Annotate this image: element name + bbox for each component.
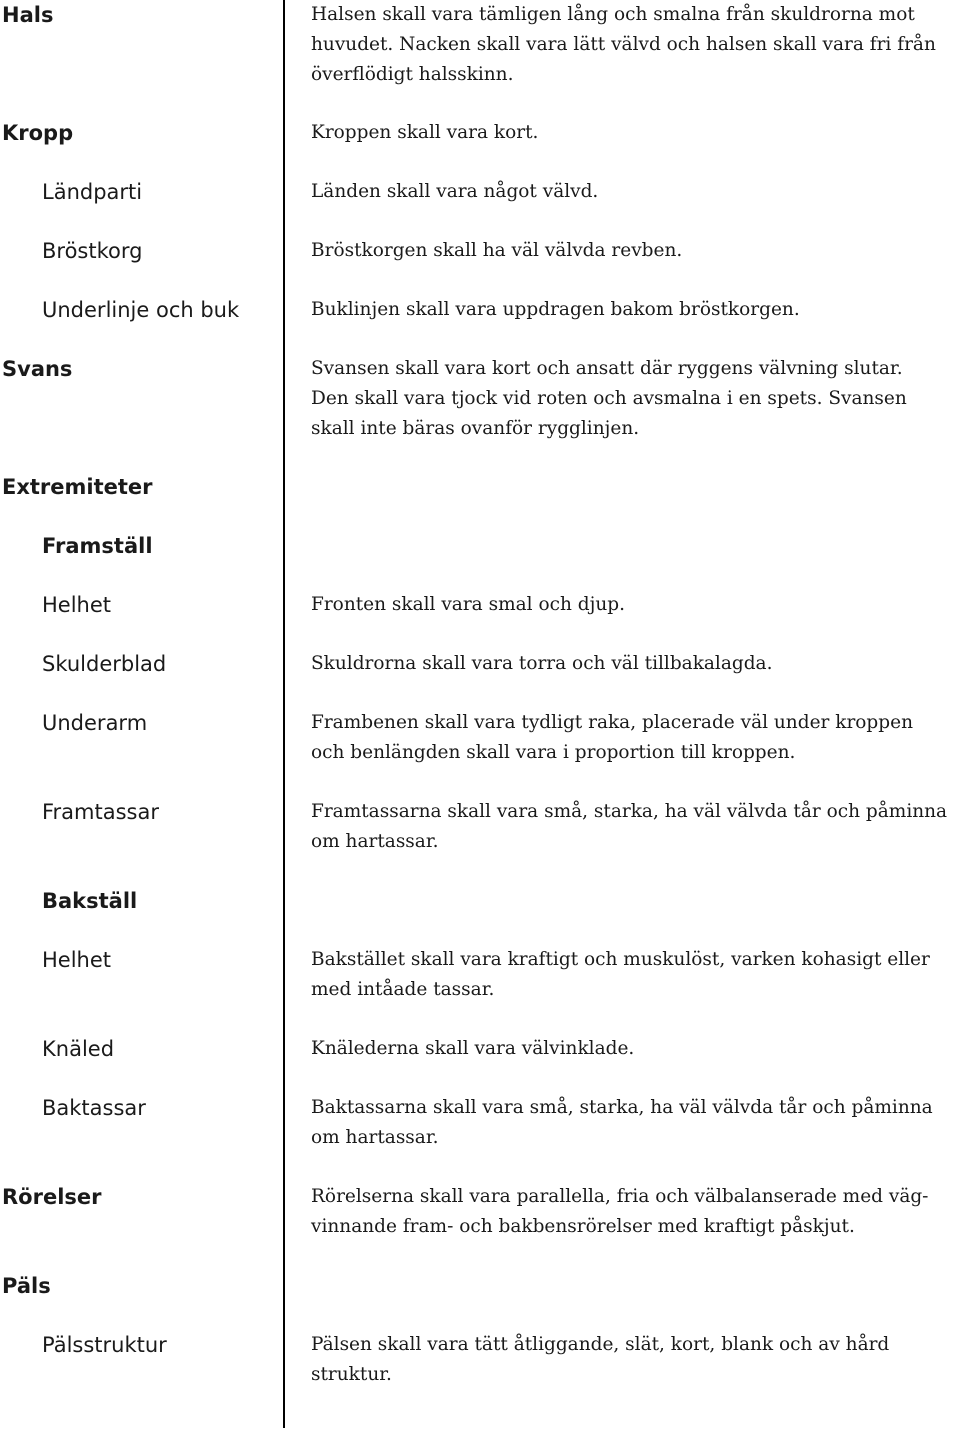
- label-skulderblad: Skulderblad: [42, 652, 167, 676]
- heading-hals: Hals: [2, 3, 54, 27]
- text-line: skall inte bäras ovanför rygglinjen.: [311, 418, 640, 439]
- text-framstall-helhet: Fronten skall vara smal och djup.: [311, 594, 625, 615]
- text-bakstall-helhet: [311, 945, 957, 1005]
- text-line: Rörelserna skall vara parallella, fria och välbalanserade med väg-: [311, 1186, 929, 1207]
- label-baktassar: Baktassar: [42, 1096, 146, 1120]
- label-framstall-helhet: Helhet: [42, 593, 112, 617]
- heading-svans: Svans: [2, 357, 73, 381]
- text-line: huvudet. Nacken skall vara lätt välvd och halsen skall vara fri från: [311, 34, 936, 55]
- text-brostkorg: Bröstkorgen skall ha väl välvda revben.: [311, 240, 683, 261]
- label-brostkorg: Bröstkorg: [42, 239, 143, 263]
- heading-bakstall: Bakställ: [42, 889, 138, 913]
- text-palsstruktur: [311, 1330, 957, 1390]
- label-bakstall-helhet: Helhet: [42, 948, 112, 972]
- text-line: Den skall vara tjock vid roten och avsmalna i en spets. Svansen: [311, 388, 907, 409]
- text-underarm: [311, 708, 957, 768]
- text-line: Halsen skall vara tämligen lång och smalna från skuldrorna mot: [311, 4, 915, 25]
- text-landparti: Länden skall vara något välvd.: [311, 181, 599, 202]
- text-line: Frambenen skall vara tydligt raka, placerade väl under kroppen: [311, 712, 913, 733]
- text-skulderblad: Skuldrorna skall vara torra och väl tillbakalagda.: [311, 653, 773, 674]
- text-line: vinnande fram- och bakbensrörelser med kraftigt påskjut.: [311, 1216, 855, 1237]
- text-svans: [311, 354, 957, 444]
- text-line: om hartassar.: [311, 831, 439, 852]
- text-kropp: Kroppen skall vara kort.: [311, 122, 539, 143]
- text-line: om hartassar.: [311, 1127, 439, 1148]
- text-line: med intåade tassar.: [311, 979, 495, 1000]
- text-line: och benlängden skall vara i proportion till kroppen.: [311, 742, 796, 763]
- heading-rorelser: Rörelser: [2, 1185, 102, 1209]
- label-landparti: Ländparti: [42, 180, 143, 204]
- text-framtassar: [311, 797, 957, 857]
- label-knaled: Knäled: [42, 1037, 115, 1061]
- label-framtassar: Framtassar: [42, 800, 159, 824]
- text-line: Baktassarna skall vara små, starka, ha väl välvda tår och påminna: [311, 1097, 933, 1118]
- heading-kropp: Kropp: [2, 121, 74, 145]
- text-knaled: Knälederna skall vara välvinklade.: [311, 1038, 635, 1059]
- text-line: Framtassarna skall vara små, starka, ha väl välvda tår och påminna: [311, 801, 948, 822]
- heading-pals: Päls: [2, 1274, 51, 1298]
- text-line: Bakstället skall vara kraftigt och muskulöst, varken kohasigt eller: [311, 949, 930, 970]
- text-baktassar: [311, 1093, 957, 1153]
- text-hals: [311, 0, 957, 90]
- label-palsstruktur: Pälsstruktur: [42, 1333, 167, 1357]
- text-line: Pälsen skall vara tätt åtliggande, slät, kort, blank och av hård: [311, 1334, 890, 1355]
- text-line: Svansen skall vara kort och ansatt där ryggens välvning slutar.: [311, 358, 903, 379]
- text-line: struktur.: [311, 1364, 392, 1385]
- text-line: överflödigt halsskinn.: [311, 64, 514, 85]
- label-underlinje: Underlinje och buk: [42, 298, 240, 322]
- heading-framstall: Framställ: [42, 534, 153, 558]
- heading-extremiteter: Extremiteter: [2, 475, 153, 499]
- text-rorelser: [311, 1182, 957, 1242]
- text-underlinje: Buklinjen skall vara uppdragen bakom bröstkorgen.: [311, 299, 800, 320]
- label-underarm: Underarm: [42, 711, 148, 735]
- column-divider: [283, 0, 285, 1428]
